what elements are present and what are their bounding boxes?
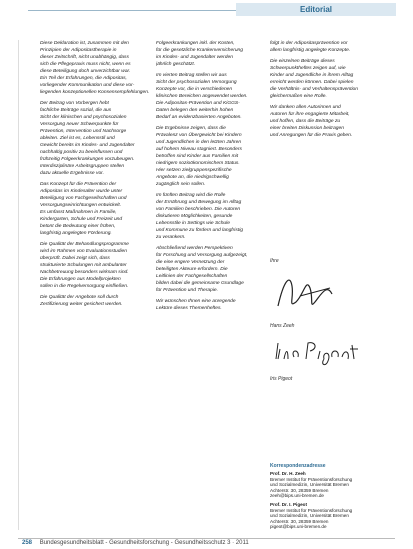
text-line: und Kommune zu fördern und langfristig bbox=[156, 228, 243, 233]
text-line: betroffen sind Kinder aus Familien mit bbox=[156, 154, 239, 159]
text-line: für Forschung und Versorgung aufgezeigt, bbox=[156, 253, 248, 258]
text-line: der Ernährung und Bewegung im Alltag bbox=[156, 200, 242, 205]
text-line: sollen in die Regelversorgung einfließen. bbox=[40, 284, 129, 289]
text-line: Nachbetreuung besonders wirksam sind. bbox=[40, 270, 129, 275]
text-line: und Jugendlichen in den letzten Jahren bbox=[156, 140, 242, 145]
text-line: Konzepte vor, die in verschiedenen bbox=[156, 87, 233, 92]
email-link[interactable]: pigeot@bips.uni-bremen.de bbox=[270, 524, 327, 530]
person-2-name: Prof. Dr. I. Pigeot bbox=[270, 502, 308, 507]
text-line: Schwerpunktheftes zeigen auf, wie bbox=[270, 66, 346, 71]
text-line: liegenden konzeptionellen Konsensempfehlungen. bbox=[40, 90, 150, 95]
text-line: Wir wünschen Ihnen eine anregende bbox=[156, 299, 236, 304]
text-line: auf hohem Niveau stagniert. Besonders bbox=[156, 147, 242, 152]
text-line: Versorgung neuer Schwerpunkte für bbox=[40, 122, 119, 127]
text-column-2 bbox=[156, 40, 266, 312]
text-line: Diese Deklaration ist, zusammen mit den bbox=[40, 41, 129, 46]
text-line: Folgeerkrankungen inkl. der Kosten, bbox=[156, 41, 235, 46]
text-line: allem langfristig angelegte Konzepte. bbox=[270, 48, 351, 53]
text-line: Autoren für ihre engagierte Mitarbeit, bbox=[270, 112, 350, 117]
text-line: Daten belegen den weiterhin hohen bbox=[156, 108, 234, 113]
text-line: Gewicht bereits im Kindes- und Jugendalter bbox=[40, 143, 135, 148]
text-line: diskutieren Möglichkeiten, gesunde bbox=[156, 214, 233, 219]
text-line: Die Qualität der Behandlungsprogramme bbox=[40, 242, 129, 247]
address-line: Bremer Institut für Präventionsforschung bbox=[270, 476, 353, 482]
text-line: Ein Teil der Erfahrungen, die Adipositas, bbox=[40, 76, 127, 81]
address-line: und Sozialmedizin, Universität Bremen bbox=[270, 482, 349, 488]
text-line: Abschließend werden Perspektiven bbox=[156, 246, 233, 251]
address-line: Achterstr. 30, 28359 Bremen bbox=[270, 518, 329, 524]
text-line: und hoffen, dass die Beiträge zu bbox=[270, 119, 341, 124]
text-line: Angebote an, die niedrigschwellig bbox=[156, 175, 229, 180]
footer-rule bbox=[18, 538, 395, 539]
text-line: Die einzelnen Beiträge dieses bbox=[270, 59, 335, 64]
text-line: erreicht werden können. Dabei spielen bbox=[270, 80, 354, 85]
text-line: dazu aktuelle Ergebnisse vor. bbox=[40, 171, 104, 176]
correspondence-title: Korrespondenzadresse bbox=[270, 463, 326, 469]
text-column-1 bbox=[40, 40, 150, 308]
text-line: überprüft. Dabei zeigt sich, dass bbox=[40, 256, 110, 261]
text-line: betont die Bedeutung einer frühen, bbox=[40, 224, 116, 229]
email-link[interactable]: zeeh@bips.uni-bremen.de bbox=[270, 493, 324, 499]
text-line: Wir danken allen Autorinnen und bbox=[270, 105, 341, 110]
text-line: Die Ergebnisse zeigen, dass die bbox=[156, 126, 226, 131]
signature-zeeh-caption: Hans Zeeh bbox=[270, 323, 295, 329]
text-line: langfristig angelegten Förderung. bbox=[40, 231, 112, 236]
text-line: Prävention, Intervention und Nachsorge bbox=[40, 129, 127, 134]
text-line: die Verhältnis- und Verhaltensprävention bbox=[270, 87, 358, 92]
section-label: Editorial bbox=[236, 3, 396, 16]
text-line: die eine engere Vernetzung der bbox=[156, 260, 225, 265]
address-person-2 bbox=[270, 502, 352, 530]
journal-citation: Bundesgesundheitsblatt - Gesundheitsforschung - Gesundheitsschutz 3 · 2011 bbox=[39, 540, 249, 546]
text-line: strukturierte Schulungen mit ambulanter bbox=[40, 263, 127, 268]
text-line: Sicht der psychosozialen Versorgung bbox=[156, 80, 237, 85]
text-line: für Prävention und Therapie. bbox=[156, 288, 218, 293]
text-line: Kinder und Jugendliche in ihrem Alltag bbox=[270, 73, 354, 78]
text-line: Interdisziplinäre Arbeitsgruppen stellen bbox=[40, 164, 125, 169]
address-line: Achterstr. 30, 28359 Bremen bbox=[270, 487, 329, 493]
text-line: Versorgungseinrichtungen entwickelt. bbox=[40, 203, 122, 208]
text-line: fachliche Beiträge sozial, die aus bbox=[40, 108, 112, 113]
address-line: und Sozialmedizin, Universität Bremen bbox=[270, 513, 349, 519]
text-line: Prävalenz von Übergewicht bei Kindern bbox=[156, 133, 242, 138]
signature-zeeh-image bbox=[270, 268, 350, 318]
text-line: dieser Zeitschrift, nicht unabhängig, dass bbox=[40, 55, 129, 60]
signature-pigeot-image bbox=[270, 335, 360, 371]
address-person-1 bbox=[270, 471, 352, 499]
text-line: Bedarf an evidenzbasierten Angeboten. bbox=[156, 115, 242, 120]
text-line: Zertifizierung weiter gesichert werden. bbox=[40, 302, 123, 307]
text-line: klinischen Bereichen angewendet werden. bbox=[156, 94, 248, 99]
closing-text: Ihre bbox=[270, 258, 279, 264]
text-line: Das Konzept für die Prävention der bbox=[40, 182, 117, 187]
signature-block bbox=[270, 258, 394, 382]
text-line: vorliegender Kommunikation und diese vor- bbox=[40, 83, 135, 88]
text-line: für die gesetzliche Krankenversicherung bbox=[156, 48, 243, 53]
text-line: ableiten. Ziel ist es, Lebensstil und bbox=[40, 136, 115, 141]
person-1-name: Prof. Dr. H. Zeeh bbox=[270, 471, 306, 476]
text-line: Die Adipositas-Prävention und KiGGS- bbox=[156, 101, 240, 106]
text-line: beteiligten Akteure erfordern. Die bbox=[156, 267, 228, 272]
text-line: Die Erfahrungen aus Modellprojekten bbox=[40, 277, 121, 282]
text-line: Adipositas im Kindesalter wurde unter bbox=[40, 189, 123, 194]
text-line: wird im Rahmen von Evaluationsstudien bbox=[40, 249, 127, 254]
text-line: Es umfasst Maßnahmen in Familie, bbox=[40, 210, 117, 215]
text-line: niedrigem sozioökonomischem Status. bbox=[156, 161, 240, 166]
text-line: Lektüre dieses Themenheftes. bbox=[156, 306, 222, 311]
text-line: und Anregungen für die Praxis geben. bbox=[270, 133, 353, 138]
text-line: bilden dabei die gemeinsame Grundlage bbox=[156, 281, 244, 286]
text-line: gleichermaßen eine Rolle. bbox=[270, 94, 327, 99]
text-line: Hier setzen zielgruppenspezifische bbox=[156, 168, 232, 173]
text-line: von Familien beschrieben. Die Autoren bbox=[156, 207, 241, 212]
page-footer bbox=[22, 540, 249, 546]
text-line: Kindergarten, Schule und Freizeit und bbox=[40, 217, 123, 222]
text-line: Leitlinien der Fachgesellschaften bbox=[156, 274, 228, 279]
text-line: Der Beitrag von Vorbergen hebt bbox=[40, 101, 109, 106]
text-line: diese Beteiligung doch unverzichtbar war. bbox=[40, 69, 131, 74]
text-line: frühzeitig Folgeerkrankungen vorzubeugen. bbox=[40, 157, 135, 162]
text-line: im Kindes- und Jugendalter werden bbox=[156, 55, 233, 60]
text-line: Sicht der klinischen und psychosozialen bbox=[40, 115, 127, 120]
text-line: Im fünften Beitrag wird die Rolle bbox=[156, 193, 226, 198]
signature-pigeot-caption: Iris Pigeot bbox=[270, 376, 293, 382]
address-line: Bremer Institut für Präventionsforschung bbox=[270, 507, 353, 513]
text-line: Die Qualität der Angebote soll durch bbox=[40, 295, 119, 300]
text-line: folgt in der Adipositasprävention vor bbox=[270, 41, 348, 46]
page-number: 258 bbox=[22, 540, 33, 546]
text-line: Prinzipien der Adipositastherapie in bbox=[40, 48, 117, 53]
text-line: sich die Pflegepraxis muss nicht, wenn es bbox=[40, 62, 131, 67]
text-line: Im vierten Beitrag stellen wir aus bbox=[156, 73, 227, 78]
text-column-3 bbox=[270, 40, 394, 139]
text-line: jährlich geschätzt. bbox=[156, 62, 196, 67]
text-line: Beteiligung von Fachgesellschaften und bbox=[40, 196, 127, 201]
margin-rule bbox=[18, 40, 19, 530]
text-line: Lebensstile in Settings wie Schule bbox=[156, 221, 230, 226]
text-line: einer breiten Diskussion beitragen bbox=[270, 126, 344, 131]
text-line: zu verankern. bbox=[156, 235, 186, 240]
text-line: nachhaltig positiv zu beeinflussen und bbox=[40, 150, 123, 155]
text-line: zugänglich sein sollen. bbox=[156, 182, 206, 187]
